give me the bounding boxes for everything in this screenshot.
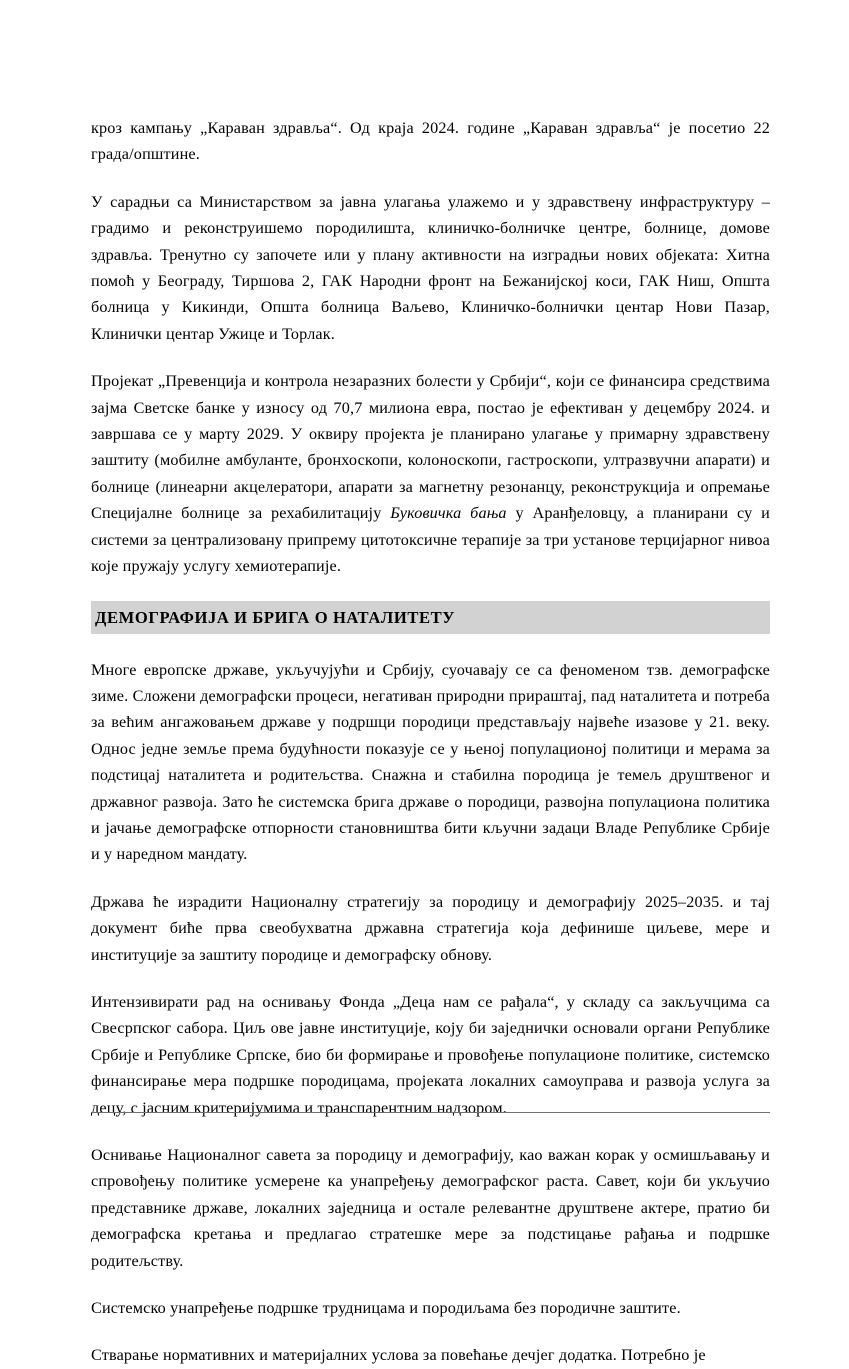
paragraph-world-bank-project — [91, 368, 770, 579]
paragraph-fund-deca-nam-se-radjala: Интензивирати рад на оснивању Фонда „Деца нам се рађала“, у складу са закључцима са Свесрпског сабора. Циљ ове јавне институције, коју би заједнички основали органи Републике Србије и Републике Српске, био би формирање и провођење популационе политике, системско финансирање мера подршке породицама, пројеката локалних самоуправа и развоја услуга за децу, с јасним критеријумима и транспарентним надзором. — [91, 992, 770, 1117]
text-column — [91, 115, 770, 1369]
section-heading-demografija: ДЕМОГРАФИЈА И БРИГА О НАТАЛИТЕТУ — [95, 607, 456, 627]
paragraph-health-infrastructure: У сарадњи са Министарством за јавна улагања улажемо и у здравствену инфраструктуру – градимо и реконструишемо породилишта, клиничко-болничке центре, болнице, домове здравља. Тренутно су започете или у плану активности на изградњи нових објеката: Хитна помоћ у Београду, Тиршова 2, ГАК Народни фронт на Бежанијској коси, ГАК Ниш, Општа болница у Кикинди, Општа болница Ваљево, Клиничко-болнички центар Нови Пазар, Клинички центар Ужице и Торлак. — [91, 192, 770, 343]
paragraph-support-pregnant-women: Системско унапређење подршке трудницама и породиљама без породичне заштите. — [91, 1299, 681, 1318]
paragraph-national-council: Оснивање Националног савета за породицу и демографију, као важан корак у осмишљавању и спровођењу политике усмерене ка унапређењу демографског раста. Савет, који би укључио представнике државе, локалних заједница и остале релевантне друштвене актере, пратио би демографска кретања и предлагао стратешке мере за подстицање рађања и подршке родитељству. — [91, 1146, 770, 1270]
paragraph-child-allowance: Стварање нормативних и материјалних услова за повећање дечјег додатка. Потребно је — [91, 1346, 706, 1365]
paragraph-demographic-winter: Многе европске државе, укључујући и Србију, суочавају се са феноменом тзв. демографске зиме. Сложени демографски процеси, негативан природни прираштај, пад наталитета и потреба за већим ангажовањем државе у подршци породици представљају највеће изазове у 21. веку. Однос једне земље према будућности показује се у њеној популационој политици и мерама за подстицај наталитета и родитељства. Снажна и стабилна породица је темељ друштвеног и државног развоја. Зато ће системска брига државе о породици, развојна популациона политика и јачање демографске отпорности становништва бити кључни задаци Владе Републике Србије и у наредном мандату. — [91, 660, 770, 864]
paragraph-national-strategy: Држава ће израдити Националну стратегију за породицу и демографију 2025–2035. и тај документ биће прва свеобухватна државна стратегија која дефинише циљеве, мере и институције за заштиту породице и демографску обнову. — [91, 892, 770, 964]
footer-separator-rule — [91, 1112, 770, 1113]
section-heading-band — [91, 601, 770, 634]
hospital-name-italic: Буковичка бања — [390, 504, 507, 523]
paragraph-continued-karavan-zdravlja: кроз кампању „Караван здравља“. Од краја 2024. године „Караван здравља“ је посетио 22 града/општине. — [91, 119, 770, 164]
paragraph-world-bank-project-text-a: Пројекат „Превенција и контрола незаразних болести у Србији“, који се финансира средствима зајма Светске банке у износу од 70,7 милиона евра, постао је ефективан у децембру 2024. и завршава се у марту 2029. У оквиру пројекта је планирано улагање у примарну здравствену заштиту (мобилне амбуланте, бронхоскопи, колоноскопи, гастроскопи, ултразвучни апарати) и болнице (линеарни акцелератори, апарати за магнетну резонанцу, реконструкција и опремање Специјалне болнице за рехабилитацију — [91, 372, 770, 523]
paragraph-world-bank-project-text-b: у Аранђеловцу, а планирани су и системи за централизовану припрему цитотоксичне терапије за три установе терцијарног нивоа које пружају услугу хемиотерапије. — [91, 504, 770, 576]
